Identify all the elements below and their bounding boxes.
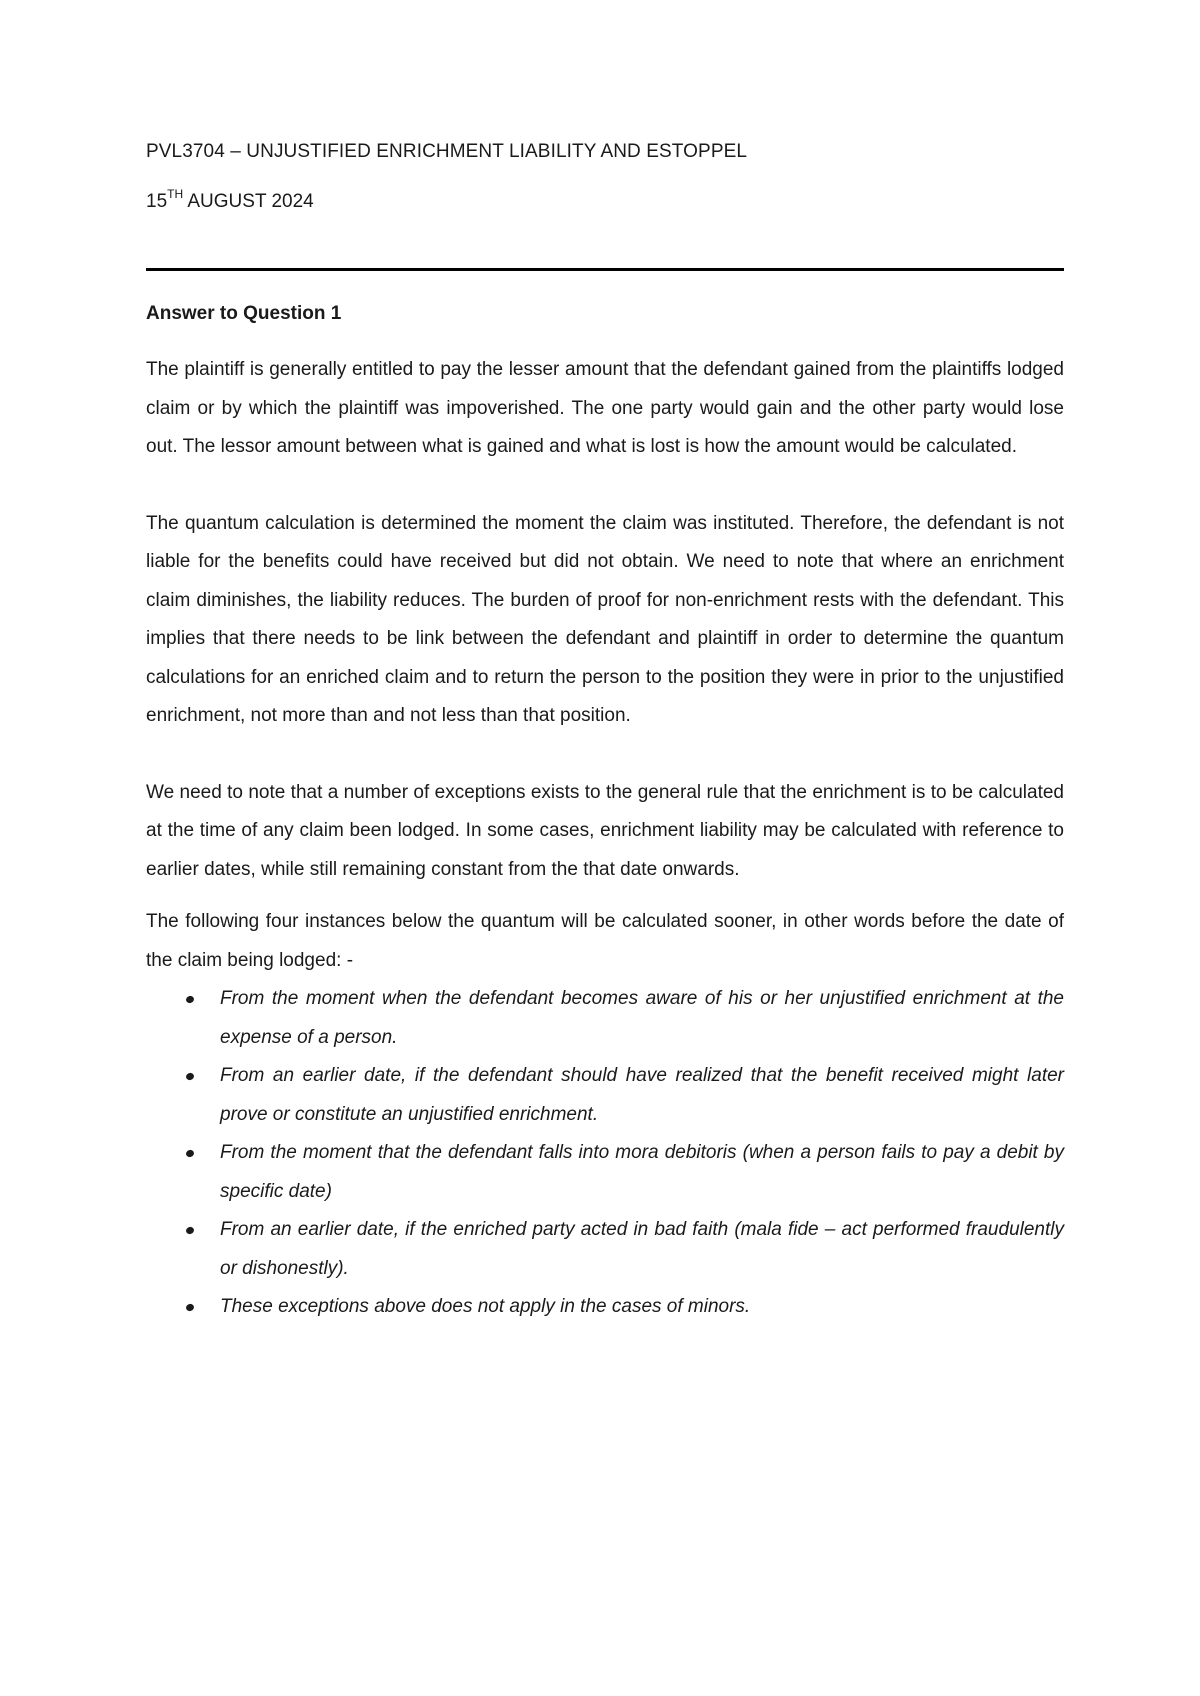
list-item [146, 980, 1064, 1057]
list-item [146, 1211, 1064, 1288]
paragraph: We need to note that a number of exceptions exists to the general rule that the enrichment is to be calculated at the time of any claim been lodged. In some cases, enrichment liability may be calculated with reference to earlier dates, while still remaining constant from the that date onwards. [146, 781, 1064, 880]
bullet-dot-icon [185, 1226, 195, 1235]
bullet-dot-icon [185, 1303, 195, 1312]
bullet-dot-icon [185, 1149, 195, 1158]
list-item-text: These exceptions above does not apply in the cases of minors. [220, 1296, 751, 1317]
date-month-year: AUGUST 2024 [183, 191, 314, 212]
list-item [146, 1057, 1064, 1134]
list-item-text: From the moment that the defendant falls into mora debitoris (when a person fails to pay a debit by specific date) [220, 1142, 1064, 1202]
list-item [146, 1288, 1064, 1327]
date-suffix: TH [167, 186, 184, 201]
course-title: PVL3704 – UNJUSTIFIED ENRICHMENT LIABILITY AND ESTOPPEL [146, 141, 748, 162]
paragraph: The quantum calculation is determined the moment the claim was instituted. Therefore, the defendant is not liable for the benefits could have received but did not obtain. We need to note that where an enrichment claim diminishes, the liability reduces. The burden of proof for non-enrichment rests with the defendant. This implies that there needs to be link between the defendant and plaintiff in order to determine the quantum calculations for an enriched claim and to return the person to the position they were in prior to the unjustified enrichment, not more than and not less than that position. [146, 512, 1064, 726]
list-item-text: From an earlier date, if the defendant should have realized that the benefit received might later prove or constitute an unjustified enrichment. [220, 1065, 1064, 1125]
exceptions-list [146, 980, 1064, 1327]
bullet-dot-icon [185, 995, 195, 1004]
horizontal-divider [146, 268, 1064, 271]
document-page [146, 140, 1064, 1327]
bullet-dot-icon [185, 1072, 195, 1081]
list-item-text: From the moment when the defendant becomes aware of his or her unjustified enrichment at the expense of a person. [220, 988, 1064, 1048]
list-item [146, 1134, 1064, 1211]
paragraph: The plaintiff is generally entitled to pay the lesser amount that the defendant gained from the plaintiffs lodged claim or by which the plaintiff was impoverished. The one party would gain and the other party would lose out. The lessor amount between what is gained and what is lost is how the amount would be calculated. [146, 359, 1064, 457]
date-day: 15 [146, 191, 168, 212]
paragraph: The following four instances below the quantum will be calculated sooner, in other words before the date of the claim being lodged: - [146, 911, 1064, 971]
document-date [146, 186, 1064, 214]
answer-heading: Answer to Question 1 [146, 303, 342, 324]
list-item-text: From an earlier date, if the enriched party acted in bad faith (mala fide – act performed fraudulently or dishonestly). [220, 1219, 1064, 1279]
